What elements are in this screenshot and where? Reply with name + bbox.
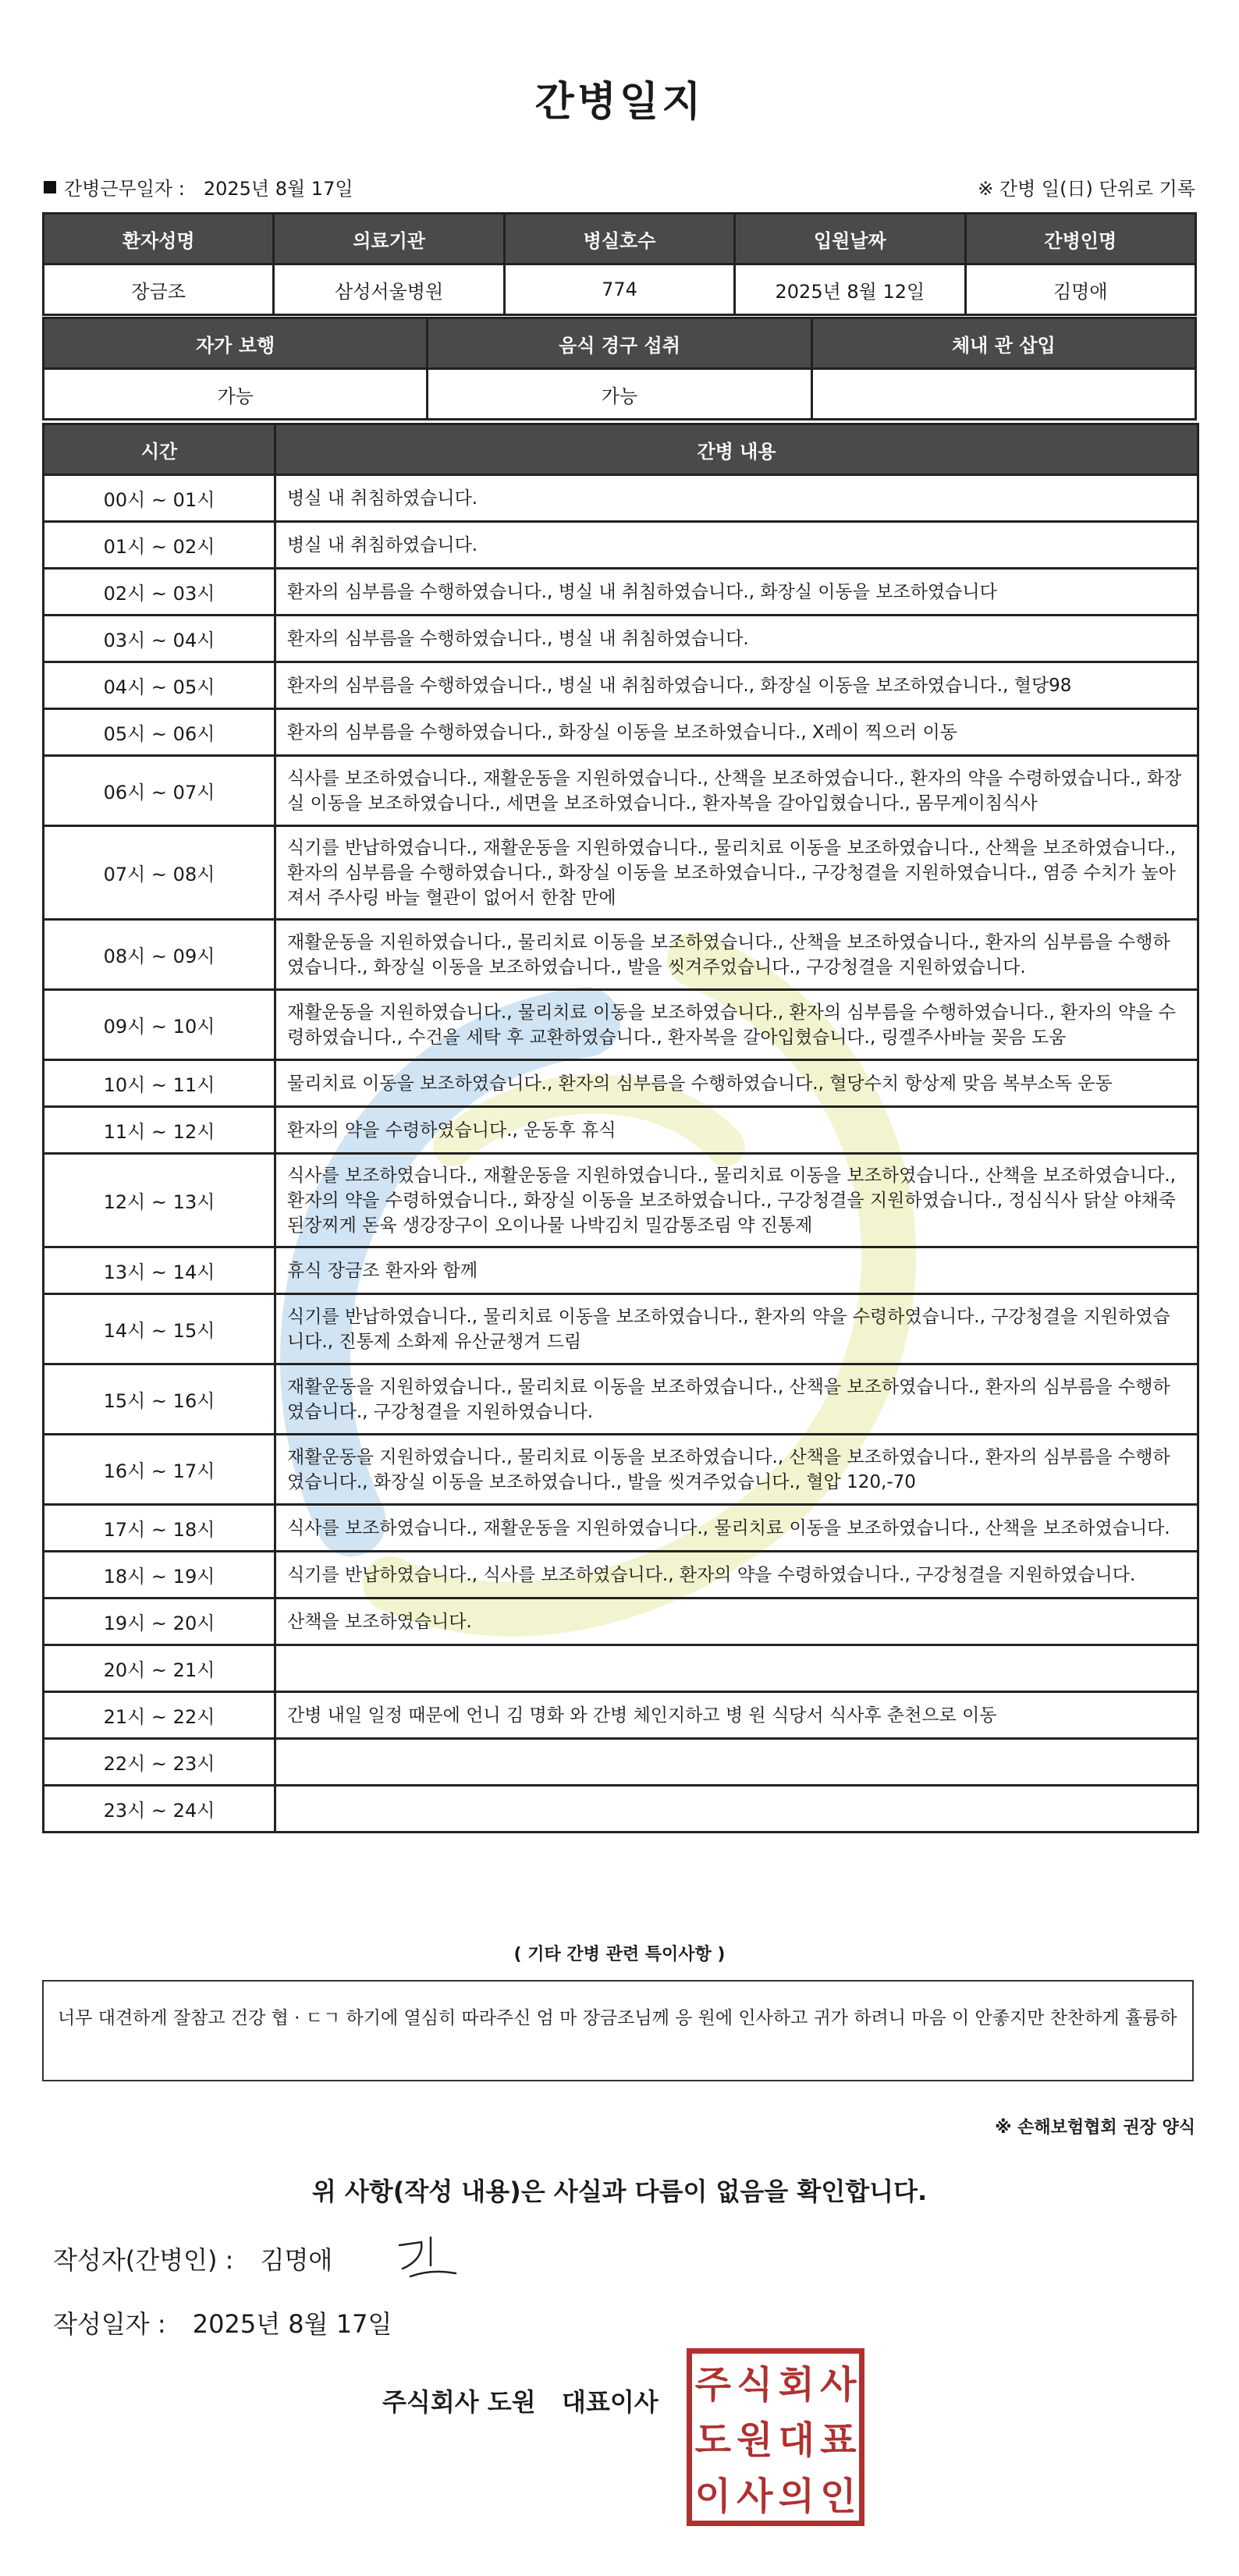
signature [392, 2231, 462, 2286]
log-time: 17시 ~ 18시 [44, 1505, 275, 1552]
log-row [44, 1692, 1198, 1739]
log-row [44, 475, 1198, 522]
date-line [53, 2305, 392, 2340]
patient-info-table [42, 212, 1197, 316]
notes-title: ( 기타 간병 관련 특이사항 ) [513, 1945, 726, 1964]
header-patient-name: 환자성명 [44, 214, 274, 264]
log-content [275, 1739, 1198, 1786]
header-admission-date: 입원날짜 [735, 214, 965, 264]
log-content: 식사를 보조하였습니다., 재활운동을 지원하였습니다., 산책을 보조하였습니다., 환자의 약을 수령하였습니다., 화장실 이동을 보조하였습니다., 세면을 보조하였습니다., 환자복을 갈아입혔습니다., 몸무게이침식사 [275, 756, 1198, 826]
caregiver-name: 김명애 [965, 264, 1195, 315]
log-row [44, 990, 1198, 1060]
header-tube: 체내 관 삽입 [811, 318, 1195, 369]
seal-char: 인 [820, 2474, 857, 2518]
log-content: 식기를 반납하였습니다., 식사를 보조하였습니다., 환자의 약을 수령하였습니다., 구강청결을 지원하였습니다. [275, 1552, 1198, 1598]
unit-note: ※ 간병 일(日) 단위로 기록 [978, 178, 1195, 200]
log-time: 21시 ~ 22시 [44, 1692, 275, 1739]
log-row [44, 522, 1198, 569]
tube-status [811, 369, 1195, 420]
log-row [44, 1786, 1198, 1833]
log-row [44, 1294, 1198, 1364]
seal-char: 도 [694, 2418, 731, 2463]
work-date-label: 간병근무일자 : [64, 178, 185, 200]
patient-status-table [42, 317, 1197, 420]
seal-char: 의 [778, 2474, 815, 2518]
seal-char: 식 [737, 2363, 773, 2407]
log-time: 01시 ~ 02시 [44, 522, 275, 569]
log-time: 06시 ~ 07시 [44, 756, 275, 826]
log-content: 환자의 심부름을 수행하였습니다., 화장실 이동을 보조하였습니다., X레이 찍으러 이동 [275, 709, 1198, 756]
bullet-square-icon [44, 181, 56, 193]
seal-char: 이 [694, 2474, 731, 2518]
log-content: 재활운동을 지원하였습니다., 물리치료 이동을 보조하였습니다., 산책을 보조하였습니다., 환자의 심부름을 수행하였습니다., 화장실 이동을 보조하였습니다., 발을 씻겨주었습니다., 구강청결을 지원하였습니다. [275, 920, 1198, 990]
header-oral-intake: 음식 경구 섭취 [428, 318, 811, 369]
log-time: 22시 ~ 23시 [44, 1739, 275, 1786]
log-content [275, 1786, 1198, 1833]
log-row [44, 1364, 1198, 1435]
log-row [44, 1739, 1198, 1786]
log-content: 식사를 보조하였습니다., 재활운동을 지원하였습니다., 물리치료 이동을 보조하였습니다., 산책을 보조하였습니다. [275, 1505, 1198, 1552]
log-content [275, 1645, 1198, 1692]
log-row [44, 1154, 1198, 1247]
log-row [44, 1598, 1198, 1645]
recommend-note: ※ 손해보험협회 권장 양식 [995, 2118, 1195, 2138]
room-number: 774 [504, 264, 734, 315]
log-time: 08시 ~ 09시 [44, 920, 275, 990]
log-row [44, 826, 1198, 920]
log-time: 09시 ~ 10시 [44, 990, 275, 1060]
header-time: 시간 [44, 424, 275, 475]
log-row [44, 756, 1198, 826]
log-content: 재활운동을 지원하였습니다., 물리치료 이동을 보조하였습니다., 산책을 보조하였습니다., 환자의 심부름을 수행하였습니다., 구강청결을 지원하였습니다. [275, 1364, 1198, 1435]
log-content: 환자의 약을 수령하였습니다., 운동후 휴식 [275, 1107, 1198, 1154]
header-hospital: 의료기관 [274, 214, 504, 264]
log-row [44, 1247, 1198, 1294]
work-date [44, 173, 353, 200]
header-caregiver: 간병인명 [965, 214, 1195, 264]
log-content: 재활운동을 지원하였습니다., 물리치료 이동을 보조하였습니다., 환자의 심부름을 수행하였습니다., 환자의 약을 수령하였습니다., 수건을 세탁 후 교환하였습니다., 환자복을 갈아입혔습니다., 링겔주사바늘 꽂음 도움 [275, 990, 1198, 1060]
log-row [44, 1552, 1198, 1598]
date-value: 2025년 8월 17일 [192, 2309, 392, 2339]
log-time: 18시 ~ 19시 [44, 1552, 275, 1598]
log-content: 병실 내 취침하였습니다. [275, 522, 1198, 569]
care-log-table [42, 423, 1199, 1833]
log-content: 환자의 심부름을 수행하였습니다., 병실 내 취침하였습니다., 화장실 이동을 보조하였습니다., 혈당98 [275, 662, 1198, 709]
log-content: 식기를 반납하였습니다., 물리치료 이동을 보조하였습니다., 환자의 약을 수령하였습니다., 구강청결을 지원하였습니다., 진통제 소화제 유산균챙겨 드림 [275, 1294, 1198, 1364]
log-time: 11시 ~ 12시 [44, 1107, 275, 1154]
log-content: 식사를 보조하였습니다., 재활운동을 지원하였습니다., 물리치료 이동을 보조하였습니다., 산책을 보조하였습니다., 환자의 약을 수령하였습니다., 화장실 이동을 보조하였습니다., 구강청결을 지원하였습니다., 정심식사 닭살 야채죽 된장찌게 돈육 생강장구이 오이나물 나박김치 밀감통조림 약 진통제 [275, 1154, 1198, 1247]
admission-date: 2025년 8월 12일 [735, 264, 965, 315]
log-time: 10시 ~ 11시 [44, 1060, 275, 1107]
log-time: 04시 ~ 05시 [44, 662, 275, 709]
notes-box: 너무 대견하게 잘참고 건강 협 · ㄷㄱ 하기에 열심히 따라주신 엄 마 장금조님께 응 원에 인사하고 귀가 하려니 마음 이 안좋지만 찬찬하게 휼륭하 [42, 1980, 1194, 2081]
log-time: 02시 ~ 03시 [44, 569, 275, 616]
log-time: 07시 ~ 08시 [44, 826, 275, 920]
log-row [44, 1107, 1198, 1154]
seal-char: 표 [820, 2418, 857, 2463]
log-content: 환자의 심부름을 수행하였습니다., 병실 내 취침하였습니다., 화장실 이동을 보조하였습니다 [275, 569, 1198, 616]
log-row [44, 1645, 1198, 1692]
log-content: 식기를 반납하였습니다., 재활운동을 지원하였습니다., 물리치료 이동을 보조하였습니다., 산책을 보조하였습니다., 환자의 심부름을 수행하였습니다., 화장실 이동을 보조하였습니다., 구강청결을 지원하였습니다., 염증 수치가 높아져서 주사링 바늘 혈관이 없어서 한참 만에 [275, 826, 1198, 920]
log-time: 23시 ~ 24시 [44, 1786, 275, 1833]
confirm-statement: 위 사항(작성 내용)은 사실과 다름이 없음을 확인합니다. [311, 2177, 928, 2206]
work-date-value: 2025년 8월 17일 [203, 178, 353, 200]
log-content: 산책을 보조하였습니다. [275, 1598, 1198, 1645]
date-label: 작성일자 : [53, 2309, 166, 2339]
log-time: 00시 ~ 01시 [44, 475, 275, 522]
writer-line [53, 2241, 332, 2276]
log-row [44, 1435, 1198, 1505]
log-content: 환자의 심부름을 수행하였습니다., 병실 내 취침하였습니다. [275, 616, 1198, 662]
log-content: 물리치료 이동을 보조하였습니다., 환자의 심부름을 수행하였습니다., 혈당수치 항상제 맞음 복부소독 운동 [275, 1060, 1198, 1107]
log-time: 05시 ~ 06시 [44, 709, 275, 756]
log-content: 병실 내 취침하였습니다. [275, 475, 1198, 522]
log-row [44, 569, 1198, 616]
log-row [44, 1060, 1198, 1107]
company-name: 주식회사 도원 대표이사 [382, 2387, 659, 2417]
log-time: 12시 ~ 13시 [44, 1154, 275, 1247]
seal-char: 주 [694, 2363, 731, 2407]
log-row [44, 920, 1198, 990]
log-time: 03시 ~ 04시 [44, 616, 275, 662]
patient-name: 장금조 [44, 264, 274, 315]
seal-char: 사 [737, 2474, 773, 2518]
header-walking: 자가 보행 [44, 318, 428, 369]
header-content: 간병 내용 [275, 424, 1198, 475]
log-content: 휴식 장금조 환자와 함께 [275, 1247, 1198, 1294]
walking-status: 가능 [44, 369, 428, 420]
log-time: 16시 ~ 17시 [44, 1435, 275, 1505]
log-content: 간병 내일 일정 때문에 언니 김 명화 와 간병 체인지하고 병 원 식당서 식사후 춘천으로 이동 [275, 1692, 1198, 1739]
log-time: 13시 ~ 14시 [44, 1247, 275, 1294]
page-title: 간병일지 [534, 79, 705, 126]
log-row [44, 709, 1198, 756]
company-seal [687, 2348, 864, 2526]
log-content: 재활운동을 지원하였습니다., 물리치료 이동을 보조하였습니다., 산책을 보조하였습니다., 환자의 심부름을 수행하였습니다., 화장실 이동을 보조하였습니다., 발을 씻겨주었습니다., 혈압 120,-70 [275, 1435, 1198, 1505]
log-row [44, 1505, 1198, 1552]
log-row [44, 662, 1198, 709]
log-time: 15시 ~ 16시 [44, 1364, 275, 1435]
seal-char: 대 [778, 2418, 815, 2463]
writer-name: 김명애 [260, 2245, 333, 2275]
hospital-name: 삼성서울병원 [274, 264, 504, 315]
seal-char: 원 [737, 2418, 773, 2463]
header-room: 병실호수 [504, 214, 734, 264]
log-time: 14시 ~ 15시 [44, 1294, 275, 1364]
log-row [44, 616, 1198, 662]
seal-char: 회 [778, 2363, 815, 2407]
oral-intake-status: 가능 [428, 369, 811, 420]
log-time: 20시 ~ 21시 [44, 1645, 275, 1692]
seal-char: 사 [820, 2363, 857, 2407]
log-time: 19시 ~ 20시 [44, 1598, 275, 1645]
writer-label: 작성자(간병인) : [53, 2245, 234, 2275]
